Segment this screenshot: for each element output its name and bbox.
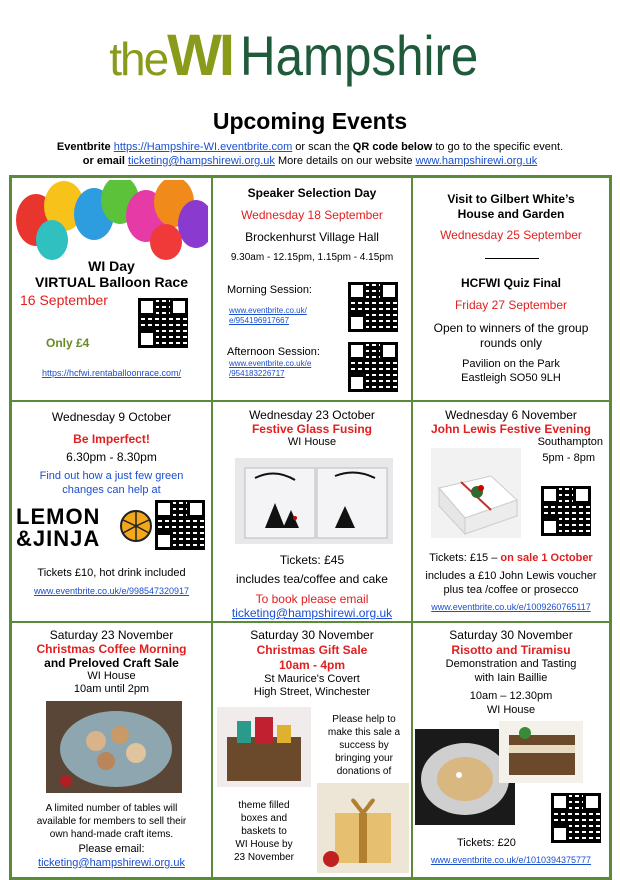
event-balloon-race bbox=[11, 177, 212, 401]
risotto-date: Saturday 30 November bbox=[449, 628, 573, 642]
jl-qr[interactable] bbox=[541, 486, 591, 536]
glass-title: Festive Glass Fusing bbox=[251, 422, 373, 436]
balloon-date: 16 September bbox=[20, 292, 108, 308]
quiz-note-2: rounds only bbox=[479, 336, 543, 350]
quiz-venue-1: Pavilion on the Park bbox=[462, 358, 560, 370]
imperfect-qr[interactable] bbox=[155, 500, 205, 550]
gift-theme-line: theme filled bbox=[238, 800, 290, 811]
coffee-venue: WI House bbox=[87, 670, 136, 682]
speaker-date: Wednesday 18 September bbox=[241, 208, 383, 222]
tiramisu-image bbox=[499, 721, 583, 783]
imperfect-title: Be Imperfect! bbox=[73, 432, 150, 446]
gift-help-line: bringing your bbox=[335, 753, 393, 764]
intro-eventbrite: Eventbrite bbox=[56, 141, 111, 153]
imperfect-desc-2: changes can help at bbox=[62, 484, 161, 496]
jl-on-sale: on sale 1 October bbox=[500, 552, 593, 564]
afternoon-label: Afternoon Session: bbox=[227, 346, 320, 358]
jl-link[interactable]: www.eventbrite.co.uk/e/1009260765117 bbox=[431, 602, 591, 612]
brand-line-1: LEMON bbox=[16, 504, 101, 529]
glass-includes: includes tea/coffee and cake bbox=[236, 572, 388, 586]
intro-email-prefix: or email bbox=[82, 155, 129, 167]
quiz-title: HCFWI Quiz Final bbox=[461, 276, 561, 290]
jl-voucher-2: plus tea /coffee or prosecco bbox=[443, 584, 579, 596]
speaker-title: Speaker Selection Day bbox=[247, 186, 377, 200]
brand-line-2: &JINJA bbox=[16, 526, 101, 551]
gilbert-date: Wednesday 25 September bbox=[440, 228, 582, 242]
glass-venue: WI House bbox=[287, 436, 337, 448]
coffee-desc-3: own hand-made craft items. bbox=[49, 829, 174, 840]
event-be-imperfect bbox=[11, 401, 212, 622]
gift-venue-2: High Street, Winchester bbox=[253, 686, 371, 698]
glass-date: Wednesday 23 October bbox=[249, 408, 375, 422]
intro-text: More details on our website bbox=[274, 155, 416, 167]
risotto-venue: WI House bbox=[486, 704, 536, 716]
risotto-time: 10am – 12.30pm bbox=[469, 690, 553, 702]
lemon-icon bbox=[120, 506, 154, 546]
jl-date: Wednesday 6 November bbox=[445, 408, 577, 422]
coffee-time: 10am until 2pm bbox=[73, 683, 150, 695]
coffee-desc-1: A limited number of tables will bbox=[45, 803, 178, 814]
imperfect-tickets: Tickets £10, hot drink included bbox=[37, 567, 186, 579]
risotto-qr[interactable] bbox=[551, 793, 601, 843]
balloon-qr[interactable] bbox=[138, 298, 188, 348]
afternoon-link-1[interactable]: www.eventbrite.co.uk/e bbox=[229, 359, 312, 368]
gift-theme-line: 23 November bbox=[233, 852, 295, 863]
email-link[interactable]: ticketing@hampshirewi.org.uk bbox=[128, 155, 275, 167]
website-link[interactable]: www.hampshirewi.org.uk bbox=[415, 155, 538, 167]
event-gift-sale bbox=[212, 622, 412, 878]
gift-help bbox=[321, 713, 407, 778]
risotto-tickets: Tickets: £20 bbox=[457, 837, 516, 849]
risotto-title: Risotto and Tiramisu bbox=[451, 643, 571, 657]
imperfect-date: Wednesday 9 October bbox=[51, 410, 172, 424]
gold-gift-image bbox=[317, 783, 409, 873]
gift-time: 10am - 4pm bbox=[278, 658, 346, 672]
gift-box-image bbox=[431, 448, 521, 538]
gift-theme bbox=[217, 799, 311, 864]
eventbrite-link[interactable]: https://Hampshire-WI.eventbrite.com bbox=[113, 141, 293, 153]
imperfect-desc-1: Find out how a just few green bbox=[39, 470, 184, 482]
logo bbox=[0, 22, 620, 89]
jl-title: John Lewis Festive Evening bbox=[430, 422, 592, 436]
morning-label: Morning Session: bbox=[227, 284, 312, 296]
quiz-note-1: Open to winners of the group bbox=[433, 321, 589, 335]
speaker-venue: Brockenhurst Village Hall bbox=[245, 230, 379, 244]
event-risotto bbox=[412, 622, 610, 878]
event-coffee-morning bbox=[11, 622, 212, 878]
morning-link-2[interactable]: e/954196917667 bbox=[229, 316, 290, 325]
balloon-title-1: WI Day bbox=[88, 258, 135, 274]
quiz-venue-2: Eastleigh SO50 9LH bbox=[461, 372, 561, 384]
jl-time: 5pm - 8pm bbox=[542, 452, 595, 464]
gift-date: Saturday 30 November bbox=[250, 628, 374, 642]
glass-email-link[interactable]: ticketing@hampshirewi.org.uk bbox=[231, 606, 393, 620]
event-gilbert-white bbox=[412, 177, 610, 401]
jl-tickets bbox=[413, 552, 609, 564]
risotto-desc-2: with Iain Baillie bbox=[474, 672, 548, 684]
event-john-lewis bbox=[412, 401, 610, 622]
coffee-desc-2: available for members to sell their bbox=[36, 816, 187, 827]
coffee-email-link[interactable]: ticketing@hampshirewi.org.uk bbox=[38, 857, 185, 869]
intro-qr-bold: QR code below bbox=[352, 141, 433, 153]
morning-link-1[interactable]: www.eventbrite.co.uk/ bbox=[229, 306, 307, 315]
gift-help-line: success by bbox=[339, 740, 389, 751]
balloon-price: Only £4 bbox=[46, 336, 90, 350]
glass-tickets: Tickets: £45 bbox=[279, 553, 345, 567]
coffee-desc-4: Please email: bbox=[78, 843, 145, 855]
intro-text: to go to the specific event. bbox=[432, 141, 564, 153]
balloons-image bbox=[16, 180, 208, 260]
gift-title: Christmas Gift Sale bbox=[256, 643, 368, 657]
logo-the: the bbox=[109, 33, 168, 85]
speaker-times: 9.30am - 12.15pm, 1.15pm - 4.15pm bbox=[230, 252, 394, 263]
gilbert-title-1: Visit to Gilbert White’s bbox=[447, 192, 575, 206]
gift-help-line: make this sale a bbox=[327, 727, 401, 738]
intro bbox=[0, 140, 620, 168]
coffee-title-2: and Preloved Craft Sale bbox=[44, 656, 179, 670]
gift-basket-image bbox=[217, 707, 311, 787]
page-title: Upcoming Events bbox=[212, 108, 408, 134]
gift-theme-line: WI House by bbox=[235, 839, 293, 850]
gift-help-line: donations of bbox=[336, 766, 392, 777]
balloon-link[interactable]: https://hcfwi.rentaballoonrace.com/ bbox=[41, 368, 182, 378]
afternoon-link-2[interactable]: /954183226717 bbox=[229, 369, 285, 378]
event-speaker-selection bbox=[212, 177, 412, 401]
afternoon-qr[interactable] bbox=[348, 342, 398, 392]
logo-wi: WI bbox=[167, 23, 233, 88]
intro-text: or scan the bbox=[292, 141, 353, 153]
coffee-title-1: Christmas Coffee Morning bbox=[36, 642, 187, 656]
jl-voucher-1: includes a £10 John Lewis voucher bbox=[425, 570, 597, 582]
gift-theme-line: baskets to bbox=[241, 826, 287, 837]
lemon-jinja-logo bbox=[16, 506, 100, 550]
balloon-title-2: VIRTUAL Balloon Race bbox=[35, 274, 188, 290]
quiz-date: Friday 27 September bbox=[454, 298, 568, 312]
event-glass-fusing bbox=[212, 401, 412, 622]
risotto-desc-1: Demonstration and Tasting bbox=[445, 658, 577, 670]
glass-book: To book please email bbox=[255, 592, 369, 606]
logo-county: Hampshire bbox=[240, 24, 479, 87]
gilbert-title-2: House and Garden bbox=[457, 207, 565, 221]
gift-venue-1: St Maurice's Covert bbox=[264, 673, 360, 685]
events-grid bbox=[9, 175, 612, 880]
glass-art-image bbox=[235, 458, 393, 544]
morning-qr[interactable] bbox=[348, 282, 398, 332]
gift-theme-line: boxes and bbox=[240, 813, 288, 824]
imperfect-time: 6.30pm - 8.30pm bbox=[66, 450, 157, 464]
divider bbox=[485, 258, 539, 259]
cookies-image bbox=[46, 701, 182, 793]
coffee-date: Saturday 23 November bbox=[49, 628, 174, 642]
jl-place: Southampton bbox=[537, 436, 603, 448]
jl-tickets-prefix: Tickets: £15 – bbox=[429, 552, 501, 564]
risotto-link[interactable]: www.eventbrite.co.uk/e/1010394375777 bbox=[430, 855, 592, 865]
gift-help-line: Please help to bbox=[332, 714, 396, 725]
imperfect-link[interactable]: www.eventbrite.co.uk/e/998547320917 bbox=[33, 586, 190, 596]
